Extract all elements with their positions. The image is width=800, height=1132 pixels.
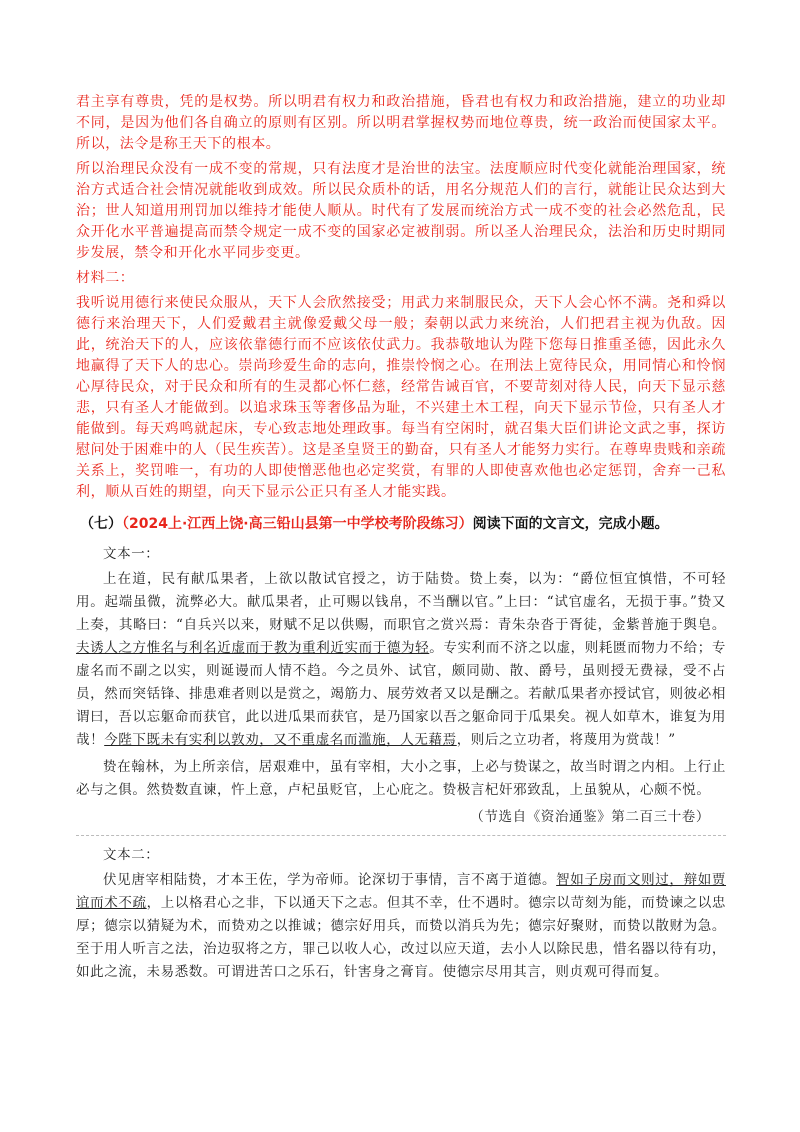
text2-underlined-sentence: 智如子房而文则过，辩如贾谊而术不疏 xyxy=(76,872,727,911)
classical-text-1 xyxy=(76,543,726,829)
text1-paragraph-1 xyxy=(76,568,726,752)
classical-text-2 xyxy=(76,844,726,984)
material2-paragraph: 我听说用德行来使民众服从，天下人会欣然接受；用武力来制服民众，天下人会心怀不满。尧和舜以德行来治理天下，人们爱戴君主就像爱戴父母一般；秦朝以武力来统治，人们把君主视为仇敌。因此，统治天下的人，应该依靠德行而不应该依仗武力。我恭敬地认为陛下您每日推重圣德，因此永久地赢得了天下人的忠心。崇尚珍爱生命的志向，推崇怜悯之心。在刑法上宽待民众，用同情心和怜悯心厚待民众，对于民众和所有的生灵都心怀仁慈，经常告诫百官，不要苛刻对待人民，向天下显示慈悲，只有圣人才能做到。以追求珠玉等奢侈品为耻，不兴建土木工程，向天下显示节俭，只有圣人才能做到。每天鸡鸣就起床，专心致志地处理政事。每当有空闲时，就召集大臣们讲论文武之事，探访慰问处于困难中的人（民生疾苦）。这是圣皇贤王的勤奋，只有圣人才能努力实行。在尊卑贵贱和亲疏关系上，奖罚唯一，有功的人即使憎恶他也必定奖赏，有罪的人即使喜欢他也必定惩罚，舍弃一己私利，顺从百姓的期望，向天下显示公正只有圣人才能实践。 xyxy=(76,295,726,500)
material1-paragraph-1: 君主享有尊贵，凭的是权势。所以明君有权力和政治措施，昏君也有权力和政治措施，建立的功业却不同，是因为他们各自确立的原则有区别。所以明君掌握权势而地位尊贵，统一政治而使国家太平。所以，法令是称王天下的根本。 xyxy=(76,94,726,152)
text1-p1-part-c: ，则后之立功者，将蔑用为赏哉！” xyxy=(456,732,676,748)
question-source: （2024上·江西上饶·高三铅山县第一中学校考阶段练习） xyxy=(122,516,473,532)
question-number: （七） xyxy=(80,516,122,532)
text2-part-b: ，上以格君心之非，下以通天下之志。但其不幸，仕不遇时。德宗以苛刻为能，而贽谏之以忠厚；德宗以猜疑为术，而贽劝之以推诚；德宗好用兵，而贽以消兵为先；德宗好聚财，而贽以散财为急。至于用人听言之法，治边驭将之方，罪己以收人心，改过以应天道，去小人以除民患，惜名器以待有功，如此之流，未易悉数。可谓进苦口之乐石，针害身之膏肓。使德宗尽用其言，则贞观可得而复。 xyxy=(76,895,726,980)
text1-attribution: （节选自《资治通鉴》第二百三十卷） xyxy=(470,809,710,825)
section-divider xyxy=(76,835,726,836)
answer-translation xyxy=(76,92,726,503)
text1-label: 文本一： xyxy=(103,546,160,562)
text1-underlined-sentence-1: 夫诱人之方惟名与利名近虚而于教为重利近实而于德为轻 xyxy=(76,640,430,656)
text2-label: 文本二： xyxy=(103,847,160,863)
material2-label: 材料二： xyxy=(76,270,135,286)
document-page xyxy=(76,92,726,988)
text1-underlined-sentence-2: 今陛下既未有实利以敦劝，又不重虚名而滥施，人无藉焉 xyxy=(104,732,457,748)
text1-p1-part-a: 上在道，民有献瓜果者，上欲以散试官授之，访于陆贽。贽上奏，以为：“爵位恒宜慎惜，不可轻用。起端虽微，流弊必大。献瓜果者，止可赐以钱帛，不当酬以官。”上曰：“试官虚名，无损于事。”贽又上奏，其略曰：“自兵兴以来，财赋不足以供赐，而职官之赏兴焉：青朱杂沓于胥徒，金紫普施于舆皂。 xyxy=(76,571,726,633)
question-heading xyxy=(80,513,726,533)
text1-p1-part-b: 。专实利而不济之以虚，则耗匮而物力不给；专虚名而不副之以实，则诞谩而人情不趋。今之员外、试官，颇同勋、散、爵号，虽则授无费禄，受不占员，然而突铦锋、排患难者则以是赏之，竭筋力、展劳效者又以是酬之。若献瓜果者亦授试官，则彼必相谓曰，吾以忘躯命而获官，此以进瓜果而获官，是乃国家以吾之躯命同于瓜果矣。视人如草木，谁复为用哉！ xyxy=(76,640,726,748)
question-instruction: 阅读下面的文言文，完成小题。 xyxy=(472,516,669,532)
text2-paragraph xyxy=(76,869,726,984)
text1-paragraph-2: 贽在翰林，为上所亲信，居艰难中，虽有宰相，大小之事，上必与贽谋之，故当时谓之内相。上行止必与之俱。然贽数直谏，忤上意，卢杞虽贬官，上心庇之。贽极言杞奸邪致乱，上虽貌从，心颇不悦。 xyxy=(76,759,726,798)
material1-paragraph-2: 所以治理民众没有一成不变的常规，只有法度才是治世的法宝。法度顺应时代变化就能治理国家，统治方式适合社会情况就能收到成效。所以民众质朴的话，用名分规范人们的言行，就能让民众达到大治；世人知道用刑罚加以维持才能使人顺从。时代有了发展而统治方式一成不变的社会必然危乱，民众开化水平普遍提高而禁令规定一成不变的国家必定被削弱。所以圣人治理民众，法治和历史时期同步发展，禁令和开化水平同步变更。 xyxy=(76,161,726,261)
text2-part-a: 伏见唐宰相陆贽，才本王佐，学为帝师。论深切于事情，言不离于道德。 xyxy=(103,872,557,888)
